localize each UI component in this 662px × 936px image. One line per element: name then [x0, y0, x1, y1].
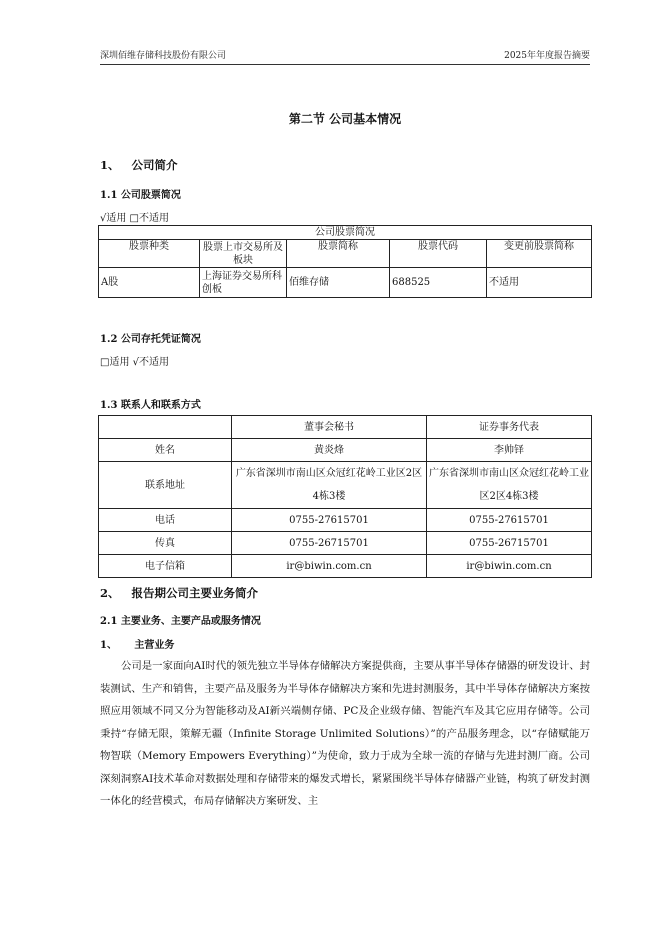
table-row-label: 电话	[99, 509, 232, 532]
table-cell: 0755-27615701	[232, 509, 427, 532]
heading-stock-summary: 1.1 公司股票简况	[100, 190, 181, 201]
contact-table	[98, 415, 592, 578]
table-row-label: 电子信箱	[99, 555, 232, 578]
table-row	[99, 509, 592, 532]
table-header-cell: 董事会秘书	[232, 416, 427, 439]
table-cell: 0755-26715701	[427, 532, 592, 555]
table-cell: 李帅铎	[427, 439, 592, 462]
table-cell: 0755-26715701	[232, 532, 427, 555]
table-row	[99, 462, 592, 509]
applicability-stock: √适用 □不适用	[100, 213, 169, 224]
table-cell: 上海证券交易所科创板	[200, 268, 287, 298]
section-title: 第二节 公司基本情况	[288, 112, 402, 126]
table-caption: 公司股票简况	[99, 226, 592, 240]
heading-text: 主营业务	[134, 640, 175, 651]
heading-number: 1、	[100, 640, 117, 651]
table-row	[99, 240, 592, 268]
header-company: 深圳佰维存储科技股份有限公司	[100, 51, 227, 61]
heading-text: 公司简介	[131, 158, 178, 172]
table-row	[99, 226, 592, 240]
table-row-label: 传真	[99, 532, 232, 555]
table-cell: 广东省深圳市南山区众冠红花岭工业区2区4栋3楼	[427, 462, 592, 509]
heading-number: 2、	[100, 586, 120, 600]
table-row-label: 联系地址	[99, 462, 232, 509]
heading-main-business	[100, 585, 258, 601]
table-row-label: 姓名	[99, 439, 232, 462]
heading-contacts: 1.3 联系人和联系方式	[100, 400, 201, 411]
table-cell: 黄炎烽	[232, 439, 427, 462]
heading-number: 1、	[100, 158, 120, 172]
table-row	[99, 416, 592, 439]
table-header-cell: 股票代码	[390, 240, 487, 268]
table-cell: 688525	[390, 268, 487, 298]
table-header-cell: 股票简称	[287, 240, 390, 268]
table-row	[99, 532, 592, 555]
table-header-cell: 证券事务代表	[427, 416, 592, 439]
business-paragraph: 公司是一家面向AI时代的领先独立半导体存储解决方案提供商，主要从事半导体存储器的研发设计、封装测试、生产和销售，主要产品及服务为半导体存储解决方案和先进封测服务，其中半导体存储解决方案按照应用领域不同又分为智能移动及AI新兴端侧存储、PC及企业级存储、智能汽车及其它应用存储等。公司秉持“存储无限，策解无疆（Infinite Storage Unlimited Solutions）”的产品服务理念，以“存储赋能万物智联（Memory Empowers Everything）”为使命，致力于成为全球一流的存储与先进封测厂商。公司深刻洞察AI技术革命对数据处理和存储带来的爆发式增长，紧紧围绕半导体存储器产业链，构筑了研发封测一体化的经营模式，布局存储解决方案研发、主	[100, 660, 590, 807]
table-cell: ir@biwin.com.cn	[427, 555, 592, 578]
table-cell: 佰维存储	[287, 268, 390, 298]
heading-company-profile	[100, 157, 178, 173]
table-cell: 广东省深圳市南山区众冠红花岭工业区2区4栋3楼	[232, 462, 427, 509]
table-corner-cell	[99, 416, 232, 439]
heading-products-services: 2.1 主要业务、主要产品或服务情况	[100, 616, 261, 627]
table-header-cell: 股票上市交易所及板块	[200, 240, 287, 268]
table-row	[99, 555, 592, 578]
heading-core-business	[100, 636, 174, 651]
heading-depositary-receipts: 1.2 公司存托凭证简况	[100, 334, 201, 345]
table-header-cell: 股票种类	[99, 240, 200, 268]
table-cell: ir@biwin.com.cn	[232, 555, 427, 578]
stock-table	[98, 225, 592, 298]
page-header	[100, 46, 590, 65]
table-row	[99, 439, 592, 462]
header-report-title: 2025年年度报告摘要	[504, 51, 590, 61]
table-cell: A股	[99, 268, 200, 298]
table-cell: 不适用	[487, 268, 592, 298]
table-row	[99, 268, 592, 298]
table-header-cell: 变更前股票简称	[487, 240, 592, 268]
table-cell: 0755-27615701	[427, 509, 592, 532]
heading-text: 报告期公司主要业务简介	[131, 586, 259, 600]
applicability-depositary: □适用 √不适用	[100, 357, 169, 368]
